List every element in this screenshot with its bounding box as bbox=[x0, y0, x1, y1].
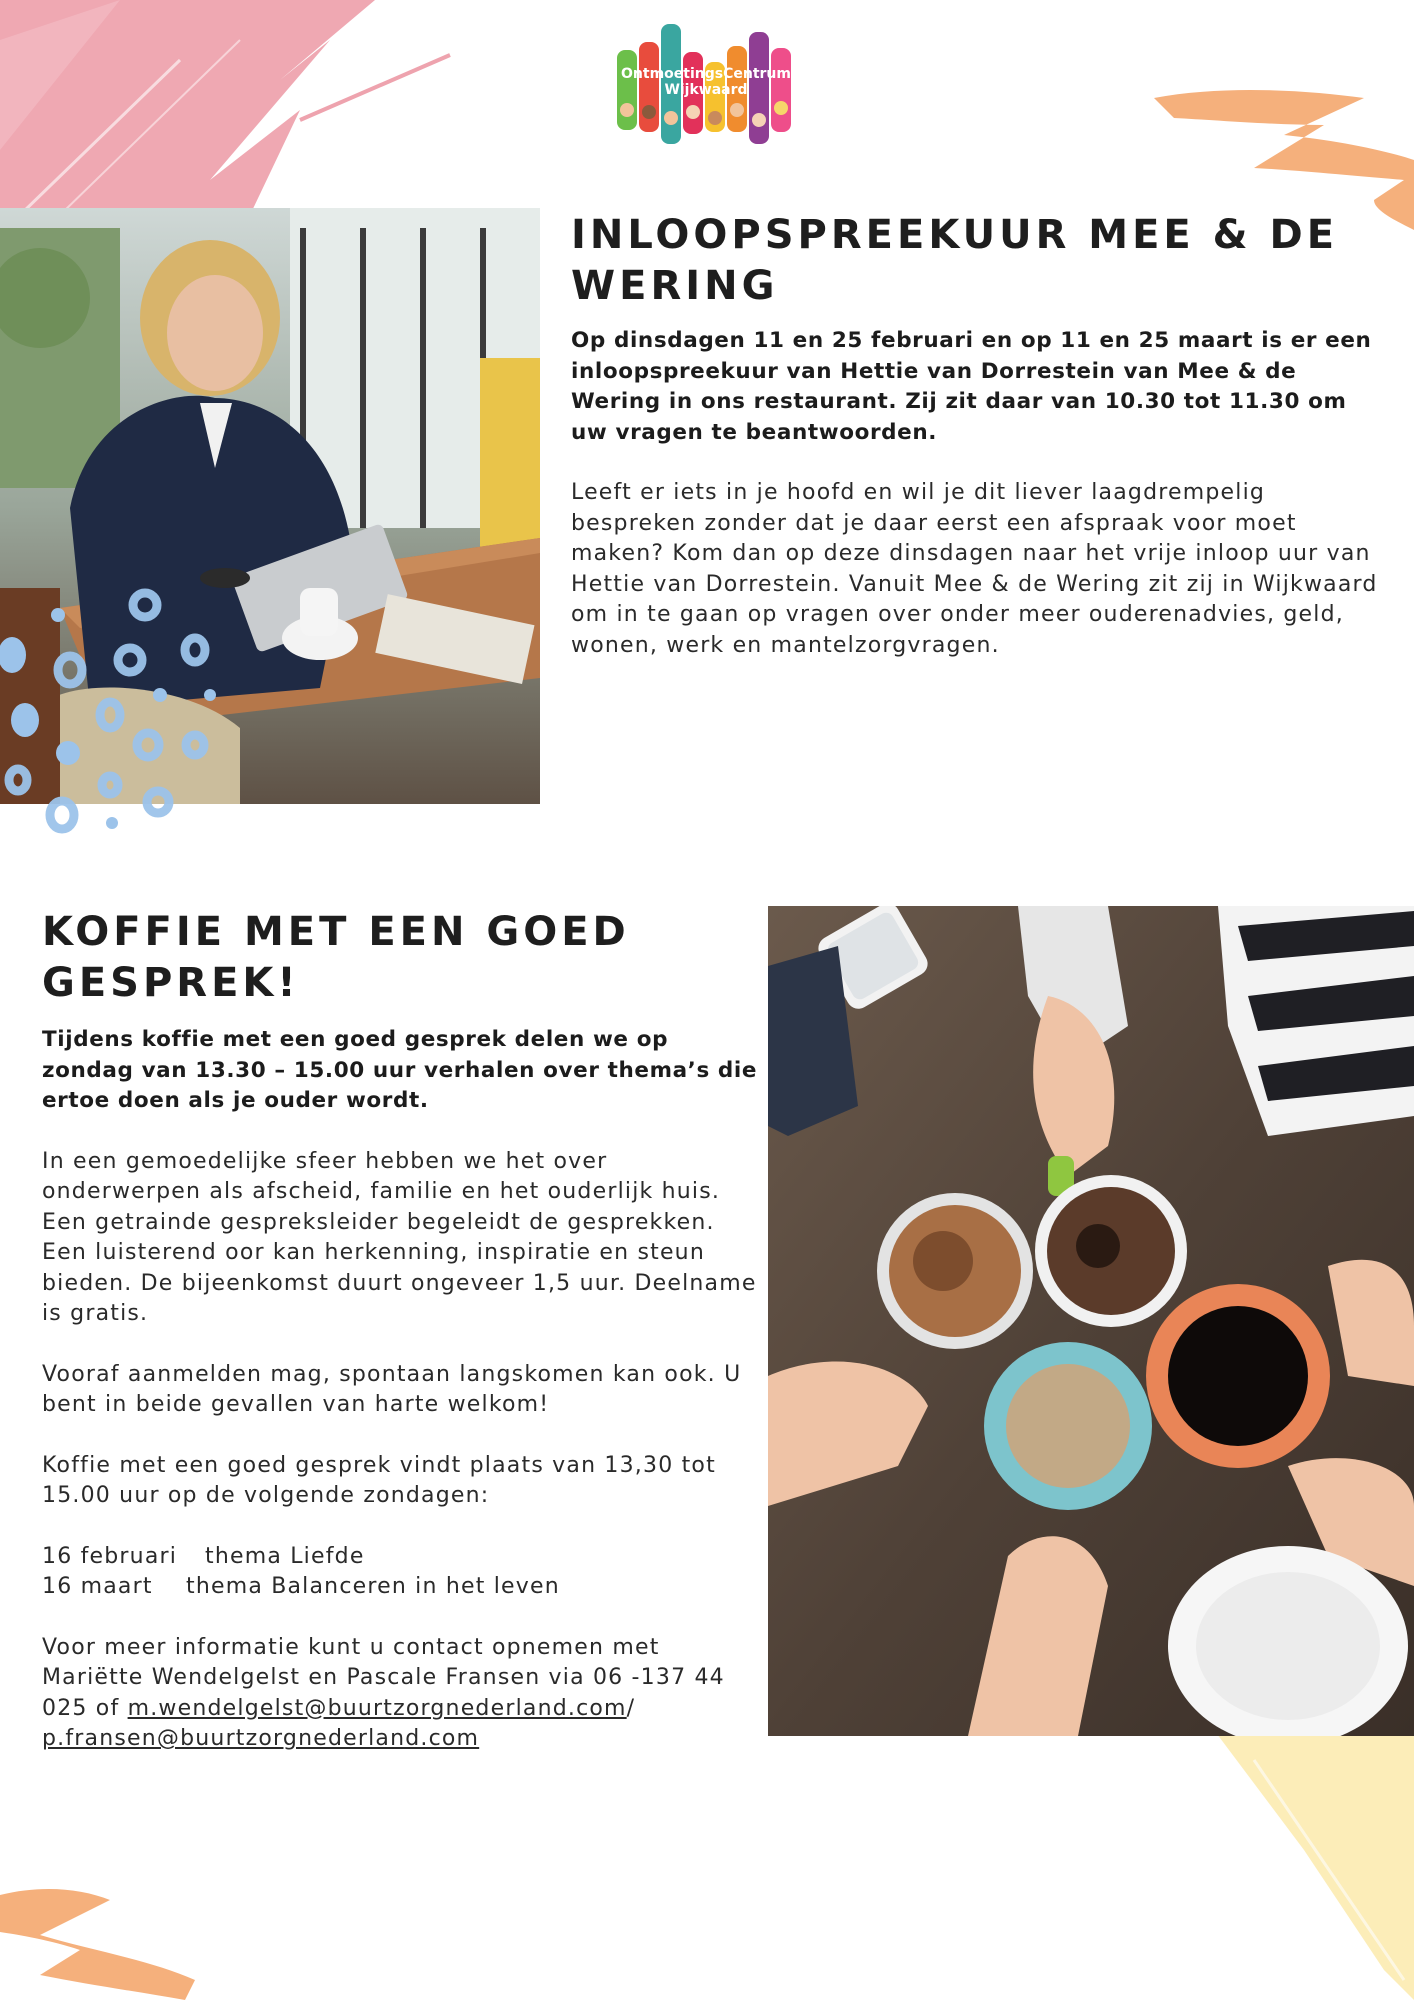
yellow-brush-decoration bbox=[1184, 1730, 1414, 2000]
date-row bbox=[42, 1572, 762, 1603]
section2-para2: Vooraf aanmelden mag, spontaan langskomen kan ook. U bent in beide gevallen van harte welkom! bbox=[42, 1361, 742, 1417]
theme: thema Balanceren in het leven bbox=[186, 1574, 560, 1599]
photo-coffee-cups bbox=[768, 906, 1414, 1736]
section1-lead: Op dinsdagen 11 en 25 februari en op 11 en 25 maart is er een inloopspreekuur van Hettie van Dorrestein van Mee & de Wering in ons restaurant. Zij zit daar van 10.30 tot 11.30 om uw vragen te beantwoorden. bbox=[571, 328, 1372, 445]
contact-paragraph bbox=[42, 1633, 762, 1755]
date: 16 februari bbox=[42, 1543, 178, 1569]
logo-text-line1: OntmoetingsCentrum bbox=[621, 66, 791, 82]
ontmoetingscentrum-logo bbox=[615, 22, 797, 150]
date-row bbox=[42, 1542, 762, 1573]
section-inloopspreekuur bbox=[571, 210, 1381, 661]
section-koffie bbox=[42, 907, 762, 1755]
section2-title: KOFFIE MET EEN GOED GESPREK! bbox=[42, 909, 630, 1006]
orange-brush-decoration-bottom bbox=[0, 1880, 200, 2000]
section1-body: Leeft er iets in je hoofd en wil je dit liever laagdrempelig bespreken zonder dat je daar eerst een afspraak voor moet maken? Kom dan op deze dinsdagen naar het vrije inloop uur van Hettie van Dorrestein. Vanuit Mee & de Wering zit zij in Wijkwaard om in te gaan op vragen over onder meer ouderenadvies, geld, wonen, werk en mantelzorgvragen. bbox=[571, 480, 1378, 658]
pink-brush-decoration bbox=[0, 0, 460, 215]
blue-dots-decoration bbox=[0, 585, 220, 835]
email-separator: / bbox=[626, 1695, 636, 1721]
section2-lead: Tijdens koffie met een goed gesprek delen we op zondag van 13.30 – 15.00 uur verhalen over thema’s die ertoe doen als je ouder wordt. bbox=[42, 1027, 758, 1113]
email-link-fransen[interactable]: p.fransen@buurtzorgnederland.com bbox=[42, 1726, 480, 1751]
date-list bbox=[42, 1542, 762, 1603]
date: 16 maart bbox=[42, 1574, 153, 1599]
logo-text-line2: Wijkwaard bbox=[664, 82, 748, 98]
email-link-wendelgelst[interactable]: m.wendelgelst@buurtzorgnederland.com bbox=[127, 1695, 627, 1721]
section2-para3: Koffie met een goed gesprek vindt plaats van 13,30 tot 15.00 uur op de volgende zondagen: bbox=[42, 1452, 716, 1508]
contact-text: Voor meer informatie kunt u contact opnemen met Mariëtte Wendelgelst en Pascale Fransen via 06 -137 44 025 of bbox=[42, 1634, 725, 1721]
section1-title: INLOOPSPREEKUUR MEE & DE WERING bbox=[571, 212, 1339, 309]
section2-para1: In een gemoedelijke sfeer hebben we het over onderwerpen als afscheid, familie en het ouderlijk huis. Een getrainde gespreksleider begeleidt de gesprekken. Een luisterend oor kan herkenning, inspiratie en steun bieden. De bijeenkomst duurt ongeveer 1,5 uur. Deelname is gratis. bbox=[42, 1148, 757, 1326]
theme: thema Liefde bbox=[205, 1543, 365, 1569]
